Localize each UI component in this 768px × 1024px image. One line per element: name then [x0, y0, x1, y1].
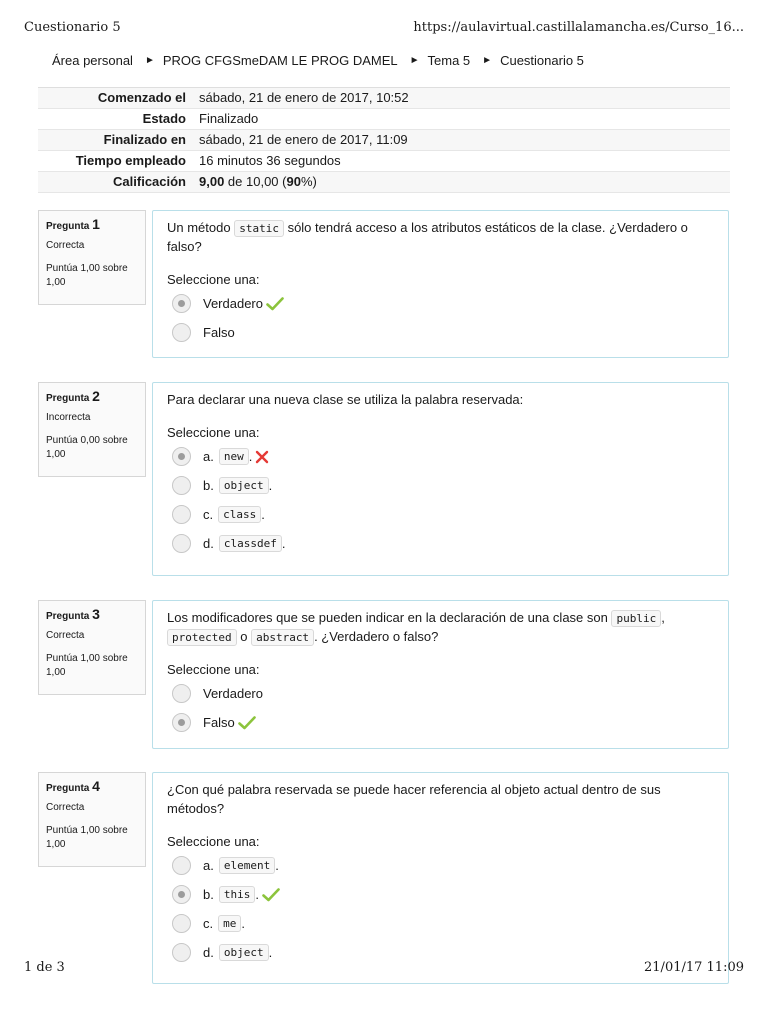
question-heading: [46, 389, 138, 406]
question-body-4: [152, 772, 729, 984]
question-grade: Puntúa 1,00 sobre 1,00: [46, 653, 128, 678]
radio-button[interactable]: [172, 684, 191, 703]
answer-option-verdadero[interactable]: [167, 679, 714, 708]
radio-button[interactable]: [172, 447, 191, 466]
grade-of: de 10,00 (: [224, 174, 287, 189]
question-text: [167, 608, 714, 646]
question-number: 1: [92, 216, 100, 232]
code-snippet: object: [219, 944, 269, 961]
question-heading: [46, 217, 138, 234]
option-letter: c.: [203, 507, 214, 522]
summary-value: [199, 172, 730, 192]
radio-button[interactable]: [172, 323, 191, 342]
quiz-summary-table: [38, 87, 730, 193]
option-label: Falso: [203, 325, 235, 340]
answer-option-falso[interactable]: [167, 708, 714, 737]
question-text-part: Un método: [167, 220, 235, 235]
summary-value: 16 minutos 36 segundos: [199, 153, 341, 168]
grade-end: %): [300, 174, 317, 189]
answer-prompt: Seleccione una:: [167, 662, 260, 677]
radio-button[interactable]: [172, 856, 191, 875]
summary-row-time: [38, 151, 730, 172]
code-snippet: classdef: [219, 535, 282, 552]
breadcrumb: [52, 53, 584, 68]
code-snippet: class: [218, 506, 261, 523]
question-label: Pregunta: [46, 393, 90, 404]
answer-option-b[interactable]: b. this .: [167, 880, 714, 909]
cross-icon: [255, 450, 269, 464]
summary-label: Calificación: [113, 174, 186, 189]
answer-options: [167, 442, 714, 558]
breadcrumb-item-topic[interactable]: Tema 5: [427, 53, 471, 68]
answer-option-c[interactable]: c. me .: [167, 909, 714, 938]
page-number: 1 de 3: [24, 960, 65, 975]
summary-label: Finalizado en: [103, 132, 186, 147]
breadcrumb-separator-icon: ►: [144, 55, 155, 66]
summary-row-started: [38, 88, 730, 109]
question-body-1: [152, 210, 729, 358]
question-heading: [46, 779, 138, 796]
summary-label: Comenzado el: [97, 90, 186, 105]
question-state: Correcta: [46, 240, 85, 251]
code-snippet: me: [218, 915, 241, 932]
answer-option-c[interactable]: c. class .: [167, 500, 714, 529]
code-snippet: new: [219, 448, 249, 465]
question-number: 2: [92, 388, 100, 404]
print-footer: [24, 960, 744, 976]
radio-button[interactable]: [172, 885, 191, 904]
question-label: Pregunta: [46, 611, 90, 622]
question-info-4: [38, 772, 146, 867]
question-label: Pregunta: [46, 221, 90, 232]
breadcrumb-separator-icon: ►: [482, 55, 493, 66]
summary-value: sábado, 21 de enero de 2017, 10:52: [199, 90, 409, 105]
answer-option-b[interactable]: b. object .: [167, 471, 714, 500]
print-url: https://aulavirtual.castillalamancha.es/Curso_16...: [413, 20, 744, 35]
question-state: Incorrecta: [46, 412, 91, 423]
code-snippet: abstract: [251, 629, 314, 646]
question-text: [167, 218, 714, 256]
answer-options: [167, 851, 714, 967]
question-info-3: [38, 600, 146, 695]
question-text-part: o: [236, 629, 252, 644]
question-text-part: ,: [661, 610, 665, 625]
option-letter: d.: [203, 945, 214, 960]
code-snippet: object: [219, 477, 269, 494]
answer-option-falso[interactable]: [167, 318, 714, 347]
question-grade: Puntúa 1,00 sobre 1,00: [46, 825, 128, 850]
option-label: Falso: [203, 715, 235, 730]
answer-option-d[interactable]: d. classdef .: [167, 529, 714, 558]
radio-button[interactable]: [172, 505, 191, 524]
code-snippet: static: [234, 220, 284, 237]
question-grade: Puntúa 0,00 sobre 1,00: [46, 435, 128, 460]
question-number: 4: [92, 778, 100, 794]
option-letter: a.: [203, 449, 214, 464]
summary-label: Tiempo empleado: [75, 153, 186, 168]
print-title: Cuestionario 5: [24, 20, 121, 35]
check-icon: [262, 888, 280, 902]
summary-value: sábado, 21 de enero de 2017, 11:09: [199, 132, 408, 147]
option-letter: b.: [203, 478, 214, 493]
question-grade: Puntúa 1,00 sobre 1,00: [46, 263, 128, 288]
question-text-part: . ¿Verdadero o falso?: [314, 629, 439, 644]
question-state: Correcta: [46, 630, 85, 641]
radio-button[interactable]: [172, 294, 191, 313]
option-letter: b.: [203, 887, 214, 902]
breadcrumb-item-course[interactable]: PROG CFGSmeDAM LE PROG DAMEL: [162, 53, 398, 68]
question-body-2: [152, 382, 729, 576]
question-text: Para declarar una nueva clase se utiliza la palabra reservada:: [167, 392, 524, 407]
summary-row-finished: [38, 130, 730, 151]
question-body-3: [152, 600, 729, 749]
question-info-1: [38, 210, 146, 305]
summary-row-state: [38, 109, 730, 130]
question-heading: [46, 607, 138, 624]
answer-prompt: Seleccione una:: [167, 425, 260, 440]
answer-options: [167, 679, 714, 737]
radio-button[interactable]: [172, 534, 191, 553]
check-icon: [266, 297, 284, 311]
option-label: Verdadero: [203, 686, 263, 701]
grade-percent: 90: [286, 174, 301, 189]
answer-prompt: Seleccione una:: [167, 834, 260, 849]
radio-button[interactable]: [172, 713, 191, 732]
option-label: Verdadero: [203, 296, 263, 311]
question-text-part: sólo tendrá acceso a los atributos estáticos de la clase. ¿Verdadero o falso?: [167, 220, 688, 254]
breadcrumb-item-area-personal[interactable]: Área personal: [52, 53, 133, 68]
answer-options: [167, 289, 714, 347]
print-header: [24, 20, 744, 36]
option-letter: c.: [203, 916, 214, 931]
code-snippet: element: [219, 857, 275, 874]
question-info-2: [38, 382, 146, 477]
radio-button[interactable]: [172, 914, 191, 933]
check-icon: [238, 716, 256, 730]
breadcrumb-separator-icon: ►: [409, 55, 420, 66]
answer-option-a[interactable]: a. element .: [167, 851, 714, 880]
code-snippet: this: [219, 886, 256, 903]
option-letter: a.: [203, 858, 214, 873]
breadcrumb-item-quiz[interactable]: Cuestionario 5: [500, 53, 584, 68]
option-letter: d.: [203, 536, 214, 551]
print-datetime: 21/01/17 11:09: [644, 960, 744, 975]
grade-score: 9,00: [199, 174, 225, 189]
summary-row-grade: [38, 172, 730, 193]
summary-value: Finalizado: [199, 111, 259, 126]
question-text-part: Los modificadores que se pueden indicar en la declaración de una clase son: [167, 610, 612, 625]
radio-button[interactable]: [172, 476, 191, 495]
answer-option-d[interactable]: d. object .: [167, 938, 714, 967]
answer-option-verdadero[interactable]: [167, 289, 714, 318]
answer-option-a[interactable]: a. new .: [167, 442, 714, 471]
summary-label: Estado: [142, 111, 186, 126]
question-number: 3: [92, 606, 100, 622]
question-label: Pregunta: [46, 783, 90, 794]
question-state: Correcta: [46, 802, 85, 813]
code-snippet: public: [611, 610, 661, 627]
question-text: ¿Con qué palabra reservada se puede hacer referencia al objeto actual dentro de sus métodos?: [167, 782, 661, 816]
answer-prompt: Seleccione una:: [167, 272, 260, 287]
code-snippet: protected: [167, 629, 237, 646]
